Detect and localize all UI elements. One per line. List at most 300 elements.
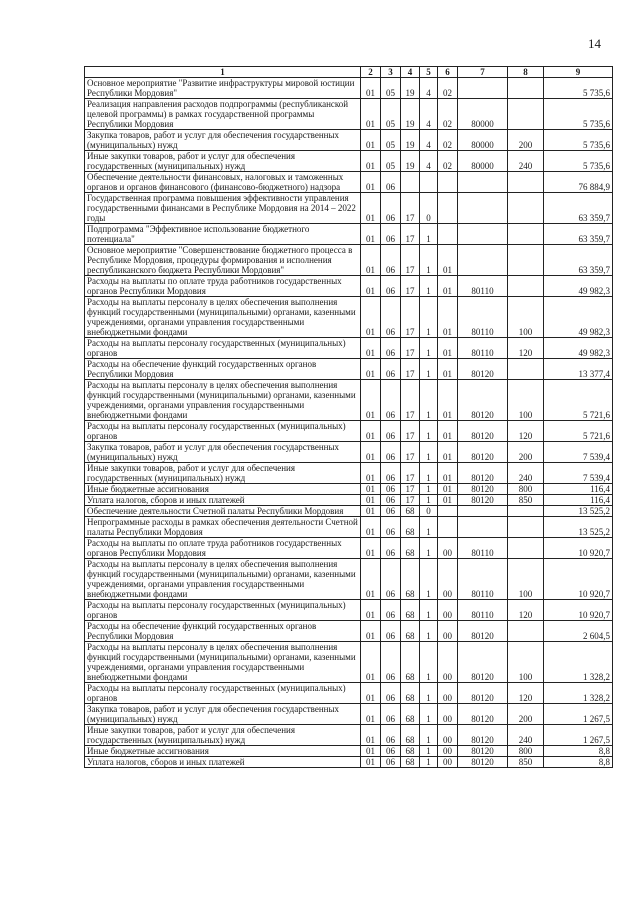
code-event: 01 [438,380,458,421]
code-direction: 80120 [458,704,508,725]
table-row [85,421,613,442]
row-description: Расходы на выплаты персоналу в целях обеспечения выполнения функций государственными (муниципальными) органами, казенными учреждениями, органами управления государственными внебюджетными фондами [85,642,361,683]
code-section: 06 [381,600,401,621]
code-program: 68 [401,704,420,725]
code-event: 02 [438,78,458,99]
code-section: 06 [381,245,401,276]
code-program: 17 [401,359,420,380]
code-expense-type: 120 [508,421,544,442]
code-section: 06 [381,297,401,338]
row-amount: 49 982,3 [544,297,613,338]
code-section: 06 [381,621,401,642]
row-description: Реализация направления расходов подпрограммы (республиканской целевой программы) в рамках государственной программы Республики Мордовия [85,99,361,130]
code-ministry: 01 [361,517,381,538]
code-direction: 80000 [458,130,508,151]
code-ministry: 01 [361,600,381,621]
code-program: 68 [401,559,420,600]
code-section: 06 [381,559,401,600]
code-event: 00 [438,600,458,621]
code-event: 01 [438,495,458,506]
code-subprogram: 1 [420,442,438,463]
row-amount: 2 604,5 [544,621,613,642]
row-description: Закупка товаров, работ и услуг для обеспечения государственных (муниципальных) нужд [85,704,361,725]
code-ministry: 01 [361,442,381,463]
row-amount: 5 735,6 [544,151,613,172]
row-description: Иные бюджетные ассигнования [85,746,361,757]
code-event: 00 [438,746,458,757]
code-ministry: 01 [361,421,381,442]
table-row [85,193,613,224]
code-subprogram: 1 [420,463,438,484]
row-description: Расходы на выплаты персоналу государственных (муниципальных) органов [85,600,361,621]
row-description: Расходы на выплаты персоналу в целях обеспечения выполнения функций государственными (муниципальными) органами, казенными учреждениями, органами управления государственными внебюджетными фондами [85,559,361,600]
column-header: 2 [361,67,381,78]
row-description: Непрограммные расходы в рамках обеспечения деятельности Счетной палаты Республики Мордовия [85,517,361,538]
code-program: 19 [401,130,420,151]
code-expense-type [508,172,544,193]
code-subprogram: 1 [420,683,438,704]
table-row [85,517,613,538]
row-amount: 49 982,3 [544,338,613,359]
code-subprogram: 1 [420,276,438,297]
code-ministry: 01 [361,484,381,495]
code-subprogram: 4 [420,130,438,151]
code-expense-type: 100 [508,559,544,600]
column-header: 5 [420,67,438,78]
code-direction [458,506,508,517]
row-description: Закупка товаров, работ и услуг для обеспечения государственных (муниципальных) нужд [85,442,361,463]
code-ministry: 01 [361,359,381,380]
row-amount: 7 539,4 [544,463,613,484]
row-amount: 10 920,7 [544,538,613,559]
code-subprogram: 4 [420,151,438,172]
code-ministry: 01 [361,224,381,245]
row-amount: 10 920,7 [544,600,613,621]
code-section: 05 [381,99,401,130]
code-event: 01 [438,276,458,297]
row-description: Иные закупки товаров, работ и услуг для обеспечения государственных (муниципальных) нужд [85,463,361,484]
code-ministry: 01 [361,538,381,559]
code-subprogram: 1 [420,725,438,746]
row-amount: 63 359,7 [544,245,613,276]
row-amount: 5 735,6 [544,130,613,151]
code-ministry: 01 [361,757,381,768]
code-direction: 80110 [458,338,508,359]
code-program: 68 [401,725,420,746]
code-direction: 80120 [458,621,508,642]
code-event: 01 [438,245,458,276]
code-program: 68 [401,746,420,757]
code-ministry: 01 [361,725,381,746]
row-description: Расходы на выплаты персоналу в целях обеспечения выполнения функций государственными (муниципальными) органами, казенными учреждениями, органами управления государственными внебюджетными фондами [85,297,361,338]
code-expense-type: 800 [508,746,544,757]
row-description: Основное мероприятие "Совершенствование бюджетного процесса в Республике Мордовия, процедуры формирования и исполнения республиканского бюджета Республики Мордовия" [85,245,361,276]
code-direction: 80120 [458,495,508,506]
code-ministry: 01 [361,276,381,297]
code-program: 68 [401,621,420,642]
row-amount: 1 328,2 [544,683,613,704]
code-expense-type: 240 [508,463,544,484]
table-row [85,151,613,172]
code-expense-type: 850 [508,495,544,506]
row-description: Расходы на обеспечение функций государственных органов Республики Мордовия [85,359,361,380]
code-ministry: 01 [361,559,381,600]
code-section: 05 [381,78,401,99]
code-subprogram: 1 [420,757,438,768]
row-description: Иные закупки товаров, работ и услуг для обеспечения государственных (муниципальных) нужд [85,151,361,172]
code-direction: 80120 [458,642,508,683]
code-ministry: 01 [361,130,381,151]
code-program: 19 [401,78,420,99]
row-amount: 5 735,6 [544,99,613,130]
code-section: 05 [381,130,401,151]
row-description: Уплата налогов, сборов и иных платежей [85,495,361,506]
row-amount: 7 539,4 [544,442,613,463]
code-event: 01 [438,463,458,484]
row-amount: 5 721,6 [544,380,613,421]
code-section: 06 [381,506,401,517]
table-row [85,276,613,297]
code-direction: 80120 [458,484,508,495]
table-row [85,600,613,621]
code-event: 02 [438,130,458,151]
code-expense-type: 240 [508,151,544,172]
code-section: 06 [381,193,401,224]
code-ministry: 01 [361,704,381,725]
code-program: 17 [401,297,420,338]
code-section: 06 [381,704,401,725]
code-direction: 80110 [458,559,508,600]
code-section: 06 [381,359,401,380]
code-ministry: 01 [361,642,381,683]
code-ministry: 01 [361,151,381,172]
code-subprogram: 1 [420,380,438,421]
code-section: 06 [381,495,401,506]
table-row [85,442,613,463]
code-program: 17 [401,276,420,297]
table-row [85,495,613,506]
table-row [85,559,613,600]
code-expense-type [508,538,544,559]
code-ministry: 01 [361,172,381,193]
code-expense-type: 100 [508,297,544,338]
row-description: Подпрограмма "Эффективное использование бюджетного потенциала" [85,224,361,245]
code-expense-type [508,245,544,276]
code-subprogram: 1 [420,421,438,442]
code-program: 68 [401,538,420,559]
code-program: 17 [401,193,420,224]
row-description: Расходы на выплаты персоналу государственных (муниципальных) органов [85,683,361,704]
code-expense-type: 120 [508,338,544,359]
code-direction [458,78,508,99]
row-amount: 8,8 [544,746,613,757]
row-amount: 1 328,2 [544,642,613,683]
code-program: 17 [401,380,420,421]
code-ministry: 01 [361,746,381,757]
code-program: 17 [401,245,420,276]
code-event: 00 [438,725,458,746]
row-description: Расходы на обеспечение функций государственных органов Республики Мордовия [85,621,361,642]
code-direction: 80120 [458,757,508,768]
code-expense-type: 800 [508,484,544,495]
code-section: 06 [381,380,401,421]
code-section: 06 [381,442,401,463]
code-ministry: 01 [361,463,381,484]
code-section: 06 [381,338,401,359]
code-subprogram: 4 [420,99,438,130]
code-event: 00 [438,559,458,600]
code-subprogram: 1 [420,297,438,338]
code-direction [458,517,508,538]
code-program [401,172,420,193]
code-expense-type: 100 [508,642,544,683]
code-expense-type [508,359,544,380]
header-row [85,67,613,78]
code-section: 06 [381,517,401,538]
row-amount: 1 267,5 [544,704,613,725]
code-program: 68 [401,506,420,517]
row-description: Иные бюджетные ассигнования [85,484,361,495]
code-direction: 80000 [458,151,508,172]
code-event: 02 [438,151,458,172]
code-event: 00 [438,538,458,559]
code-ministry: 01 [361,380,381,421]
column-header: 1 [85,67,361,78]
code-direction: 80120 [458,359,508,380]
code-expense-type [508,193,544,224]
code-event [438,517,458,538]
row-description: Расходы на выплаты персоналу государственных (муниципальных) органов [85,338,361,359]
code-direction [458,245,508,276]
code-event: 01 [438,359,458,380]
code-subprogram: 1 [420,559,438,600]
table-row [85,380,613,421]
code-expense-type [508,224,544,245]
code-direction: 80120 [458,421,508,442]
code-section: 05 [381,151,401,172]
code-direction: 80120 [458,463,508,484]
row-description: Обеспечение деятельности финансовых, налоговых и таможенных органов и органов финансового (финансово-бюджетного) надзора [85,172,361,193]
row-amount: 1 267,5 [544,725,613,746]
table-row [85,538,613,559]
code-ministry: 01 [361,99,381,130]
row-description: Обеспечение деятельности Счетной палаты Республики Мордовия [85,506,361,517]
code-expense-type: 200 [508,704,544,725]
code-direction: 80110 [458,600,508,621]
code-program: 17 [401,442,420,463]
code-direction: 80120 [458,725,508,746]
code-section: 06 [381,172,401,193]
row-description: Уплата налогов, сборов и иных платежей [85,757,361,768]
code-expense-type [508,99,544,130]
table-row [85,757,613,768]
column-header: 8 [508,67,544,78]
code-program: 17 [401,224,420,245]
table-row [85,642,613,683]
code-event: 00 [438,683,458,704]
code-subprogram [420,172,438,193]
code-direction: 80120 [458,380,508,421]
code-event [438,224,458,245]
row-amount: 13 525,2 [544,517,613,538]
row-description: Расходы на выплаты по оплате труда работников государственных органов Республики Мордовия [85,538,361,559]
table-row [85,621,613,642]
code-direction [458,224,508,245]
code-event: 02 [438,99,458,130]
code-ministry: 01 [361,297,381,338]
code-expense-type: 850 [508,757,544,768]
code-event: 01 [438,484,458,495]
table-row [85,297,613,338]
row-amount: 116,4 [544,484,613,495]
code-subprogram: 0 [420,193,438,224]
table-row [85,683,613,704]
column-header: 9 [544,67,613,78]
code-ministry: 01 [361,506,381,517]
code-ministry: 01 [361,495,381,506]
table-row [85,484,613,495]
code-program: 19 [401,99,420,130]
code-section: 06 [381,224,401,245]
code-program: 68 [401,517,420,538]
row-amount: 116,4 [544,495,613,506]
row-amount: 5 735,6 [544,78,613,99]
table-row [85,704,613,725]
table-row [85,99,613,130]
code-event: 01 [438,442,458,463]
code-ministry: 01 [361,193,381,224]
code-event [438,193,458,224]
code-ministry: 01 [361,78,381,99]
code-subprogram: 1 [420,484,438,495]
code-ministry: 01 [361,245,381,276]
row-amount: 5 721,6 [544,421,613,442]
code-event [438,506,458,517]
table-row [85,463,613,484]
row-description: Закупка товаров, работ и услуг для обеспечения государственных (муниципальных) нужд [85,130,361,151]
column-header: 3 [381,67,401,78]
code-expense-type [508,506,544,517]
code-expense-type: 200 [508,130,544,151]
code-event [438,172,458,193]
row-description: Расходы на выплаты персоналу в целях обеспечения выполнения функций государственными (муниципальными) органами, казенными учреждениями, органами управления государственными внебюджетными фондами [85,380,361,421]
code-subprogram: 1 [420,704,438,725]
code-subprogram: 1 [420,600,438,621]
code-section: 06 [381,484,401,495]
code-direction: 80110 [458,538,508,559]
row-description: Расходы на выплаты персоналу государственных (муниципальных) органов [85,421,361,442]
column-header: 7 [458,67,508,78]
code-subprogram: 1 [420,495,438,506]
code-subprogram: 1 [420,338,438,359]
code-direction: 80000 [458,99,508,130]
code-direction: 80120 [458,746,508,757]
row-amount: 63 359,7 [544,224,613,245]
code-event: 01 [438,297,458,338]
code-subprogram: 1 [420,224,438,245]
code-subprogram: 1 [420,746,438,757]
row-amount: 49 982,3 [544,276,613,297]
table-row [85,725,613,746]
code-program: 68 [401,642,420,683]
code-expense-type [508,276,544,297]
code-expense-type: 120 [508,600,544,621]
code-direction [458,172,508,193]
table-row [85,746,613,757]
table-row [85,78,613,99]
code-section: 06 [381,642,401,683]
row-amount: 76 884,9 [544,172,613,193]
code-direction: 80120 [458,442,508,463]
code-subprogram: 1 [420,359,438,380]
code-section: 06 [381,463,401,484]
code-program: 17 [401,484,420,495]
code-program: 68 [401,683,420,704]
code-subprogram: 1 [420,538,438,559]
code-subprogram: 1 [420,642,438,683]
table-row [85,359,613,380]
code-ministry: 01 [361,683,381,704]
code-section: 06 [381,276,401,297]
code-event: 00 [438,704,458,725]
row-amount: 13 525,2 [544,506,613,517]
row-amount: 13 377,4 [544,359,613,380]
code-event: 00 [438,757,458,768]
code-section: 06 [381,757,401,768]
code-section: 06 [381,421,401,442]
code-program: 17 [401,463,420,484]
code-expense-type [508,621,544,642]
code-expense-type [508,78,544,99]
page-number: 14 [588,36,601,51]
budget-table [84,66,613,768]
code-subprogram: 1 [420,517,438,538]
code-subprogram: 4 [420,78,438,99]
code-direction: 80110 [458,276,508,297]
code-ministry: 01 [361,621,381,642]
code-section: 06 [381,538,401,559]
code-expense-type: 100 [508,380,544,421]
code-program: 17 [401,495,420,506]
row-description: Иные закупки товаров, работ и услуг для обеспечения государственных (муниципальных) нужд [85,725,361,746]
code-event: 00 [438,621,458,642]
code-event: 00 [438,642,458,683]
code-program: 17 [401,338,420,359]
code-expense-type: 200 [508,442,544,463]
code-expense-type [508,517,544,538]
row-amount: 8,8 [544,757,613,768]
code-event: 01 [438,421,458,442]
code-subprogram: 0 [420,506,438,517]
code-subprogram: 1 [420,245,438,276]
code-program: 17 [401,421,420,442]
code-expense-type: 120 [508,683,544,704]
table-row [85,506,613,517]
column-header: 4 [401,67,420,78]
column-header: 6 [438,67,458,78]
row-amount: 63 359,7 [544,193,613,224]
code-event: 01 [438,338,458,359]
row-description: Расходы на выплаты по оплате труда работников государственных органов Республики Мордовия [85,276,361,297]
table-row [85,224,613,245]
code-direction: 80120 [458,683,508,704]
table-row [85,338,613,359]
row-description: Основное мероприятие "Развитие инфраструктуры мировой юстиции Республики Мордовия" [85,78,361,99]
code-program: 68 [401,600,420,621]
code-direction: 80110 [458,297,508,338]
code-expense-type: 240 [508,725,544,746]
table-row [85,130,613,151]
